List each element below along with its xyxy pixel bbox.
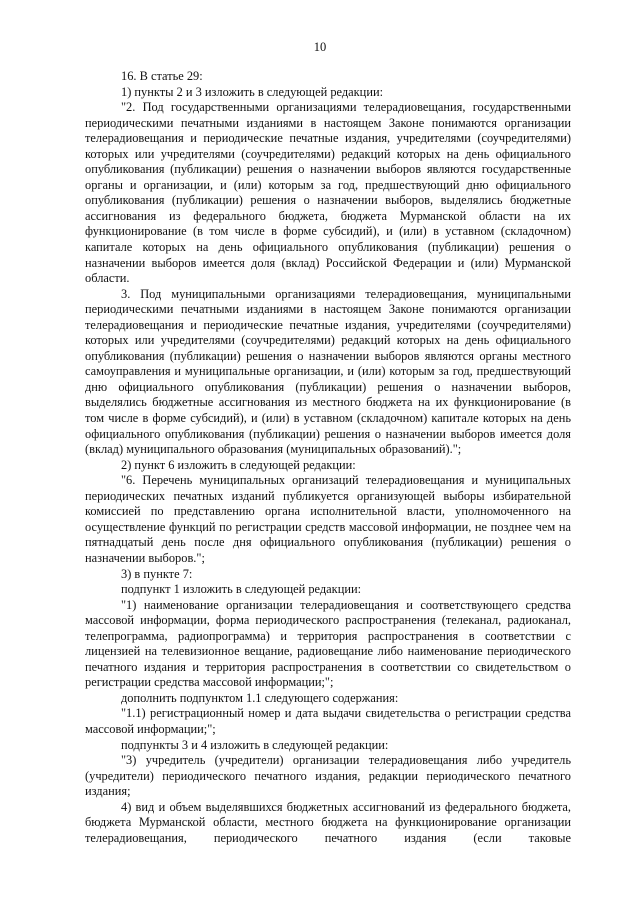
paragraph: "3) учредитель (учредители) организации телерадиовещания либо учредитель (учредители) периодического печатного издания, редакции периодического печатного издания; xyxy=(85,753,571,799)
paragraph: "6. Перечень муниципальных организаций телерадиовещания и муниципальных периодических печатных изданий публикуется организующей выборы избирательной комиссией по представлению органа исполнительной власти, уполномоченного на осуществление функций по регистрации средств массовой информации, не позднее чем на пятнадцатый день после дня официального опубликования (публикации) решения о назначении выборов."; xyxy=(85,473,571,565)
paragraph: подпункт 1 изложить в следующей редакции: xyxy=(121,582,362,597)
paragraph: 16. В статье 29: xyxy=(121,69,203,83)
document-body xyxy=(85,69,571,846)
paragraph: 3) в пункте 7: xyxy=(121,566,193,581)
paragraph: 2) пункт 6 изложить в следующей редакции: xyxy=(121,457,356,472)
paragraph: подпункты 3 и 4 изложить в следующей редакции: xyxy=(121,737,389,752)
paragraph: дополнить подпунктом 1.1 следующего содержания: xyxy=(121,690,399,705)
paragraph: "2. Под государственными организациями телерадиовещания, государственными периодическими печатными изданиями в настоящем Законе понимаются организации телерадиовещания и периодические печатные издания, учредителями (соучредителями) которых или учредителями (соучредителями) редакций которых на день официального опубликования (публикации) решения о назначении выборов являются государственные органы и организации, и (или) которым за год, предшествующий дню официального опубликования (публикации) решения о назначении выборов, выделялись бюджетные ассигнования из федерального бюджета, бюджета Мурманской области на их функционирование (в том числе в форме субсидий), и (или) в уставном (складочном) капитале которых на день официального опубликования (публикации) решения о назначении выборов имеется доля (вклад) Российской Федерации и (или) Мурманской области. xyxy=(85,100,571,286)
paragraph: 3. Под муниципальными организациями телерадиовещания, муниципальными периодическими печатными изданиями в настоящем Законе понимаются организации телерадиовещания и периодические печатные издания, учредителями (соучредителями) которых или учредителями (соучредителями) редакций которых на день официального опубликования (публикации) решения о назначении выборов являются органы местного самоуправления и муниципальные организации, и (или) которым за год, предшествующий дню официального опубликования (публикации) решения о назначении выборов, выделялись бюджетные ассигнования из местного бюджета на их функционирование (в том числе в форме субсидий), и (или) в уставном (складочном) капитале которых на день официального опубликования (публикации) решения о назначении выборов имеется доля (вклад) муниципального образования (муниципальных образований)."; xyxy=(85,286,571,457)
paragraph: "1) наименование организации телерадиовещания и соответствующего средства массовой информации, форма периодического распространения (телеканал, радиоканал, телепрограмма, радиопрограмма) и территория распространения в соответствии с лицензией на телевизионное вещание, радиовещание либо наименование периодического печатного издания и территория распространения в соответствии со свидетельством о регистрации средства массовой информации;"; xyxy=(85,597,571,690)
page-number: 10 xyxy=(313,40,327,54)
paragraph: 1) пункты 2 и 3 изложить в следующей редакции: xyxy=(121,84,384,99)
paragraph: "1.1) регистрационный номер и дата выдачи свидетельства о регистрации средства массовой информации;"; xyxy=(85,706,571,736)
paragraph: 4) вид и объем выделявшихся бюджетных ассигнований из федерального бюджета, бюджета Мурманской области, местного бюджета на функционирование организации телерадиовещания, периодического печатного издания (если таковые xyxy=(85,799,571,845)
